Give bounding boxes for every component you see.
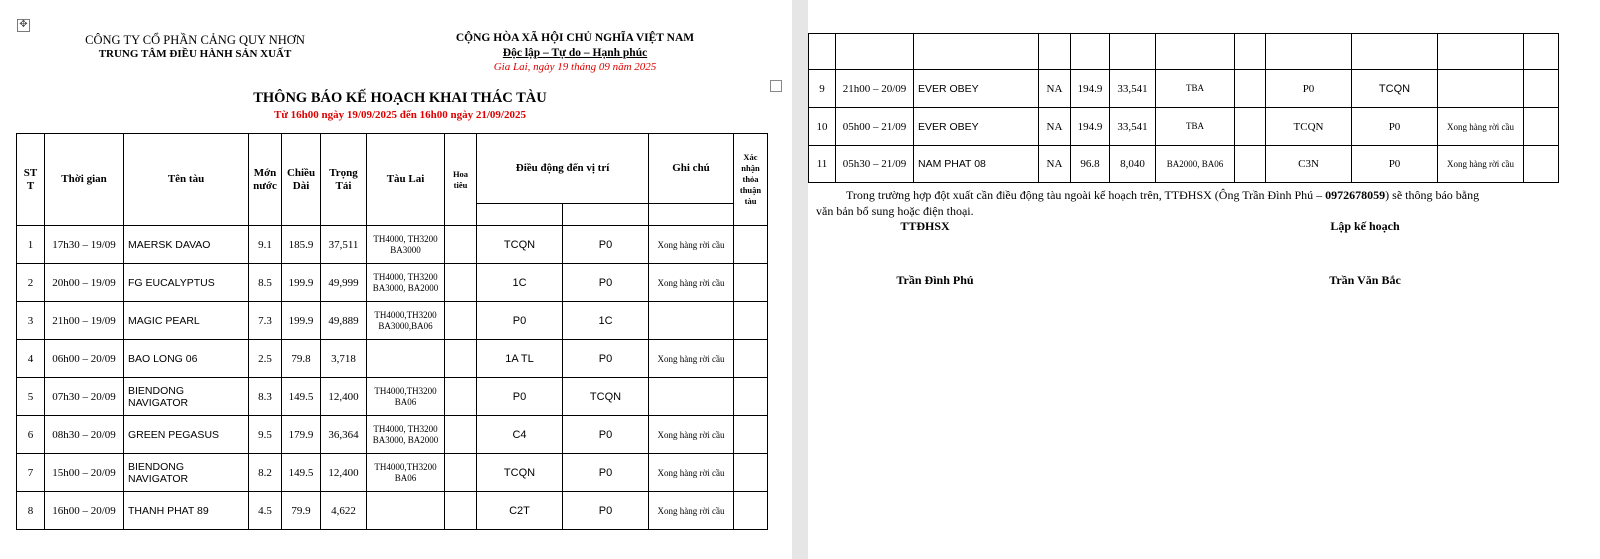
cell-from: C3N xyxy=(1266,146,1352,183)
footnote-paragraph xyxy=(816,187,1546,219)
cell-tonnage: 37,511 xyxy=(321,226,367,264)
cell-to: P0 xyxy=(563,264,649,302)
cell-confirm xyxy=(734,226,768,264)
cell-length: 149.5 xyxy=(282,454,321,492)
signature-left-name: Trần Đình Phú xyxy=(896,273,974,287)
document-title-block xyxy=(0,89,792,122)
cell-time: 15h00 – 20/09 xyxy=(45,454,124,492)
national-header xyxy=(440,31,710,74)
cell-stt: 4 xyxy=(17,340,45,378)
table-row xyxy=(17,264,768,302)
cell-tonnage: 33,541 xyxy=(1110,108,1156,146)
col-length: Chiều Dài xyxy=(282,134,321,226)
cell-time: 21h00 – 19/09 xyxy=(45,302,124,340)
cell-to: 1C xyxy=(563,302,649,340)
col-stt: ST T xyxy=(17,134,45,226)
cell-length: 194.9 xyxy=(1071,70,1110,108)
table-header-row xyxy=(17,134,768,204)
cell-length: 179.9 xyxy=(282,416,321,454)
cell-note: Xong hàng rời cầu xyxy=(649,226,734,264)
cell-pilot xyxy=(445,226,477,264)
cell-time: 08h30 – 20/09 xyxy=(45,416,124,454)
cell-vessel: BIENDONG NAVIGATOR xyxy=(124,378,249,416)
cell-tonnage: 4,622 xyxy=(321,492,367,530)
cell-note xyxy=(649,302,734,340)
cell-confirm xyxy=(734,302,768,340)
cell-vessel: THANH PHAT 89 xyxy=(124,492,249,530)
cell-tonnage: 3,718 xyxy=(321,340,367,378)
table-row xyxy=(17,492,768,530)
cell-stt: 7 xyxy=(17,454,45,492)
cell-to: P0 xyxy=(563,226,649,264)
cell-tug: TBA xyxy=(1156,70,1235,108)
cell-draft: 4.5 xyxy=(249,492,282,530)
cell-tonnage: 36,364 xyxy=(321,416,367,454)
cell-to: TCQN xyxy=(1352,70,1438,108)
company-header xyxy=(60,32,330,61)
cell-from: C2T xyxy=(477,492,563,530)
cell-confirm xyxy=(734,378,768,416)
col-pilot: Hoa tiêu xyxy=(445,134,477,226)
cell-note: Xong hàng rời cầu xyxy=(649,340,734,378)
cell-vessel: BIENDONG NAVIGATOR xyxy=(124,454,249,492)
cell-pilot xyxy=(445,454,477,492)
nation-motto: Độc lập – Tự do – Hạnh phúc xyxy=(502,47,648,59)
cell-to: TCQN xyxy=(563,378,649,416)
cell-to: P0 xyxy=(563,416,649,454)
document-title: THÔNG BÁO KẾ HOẠCH KHAI THÁC TÀU xyxy=(253,90,547,106)
col-shift-from xyxy=(477,204,563,226)
cell-to: P0 xyxy=(563,492,649,530)
cell-tonnage: 49,889 xyxy=(321,302,367,340)
cell-length: 199.9 xyxy=(282,302,321,340)
cell-stt: 11 xyxy=(809,146,836,183)
cell-tug: BA2000, BA06 xyxy=(1156,146,1235,183)
cell-time: 06h00 – 20/09 xyxy=(45,340,124,378)
cell-vessel: MAERSK DAVAO xyxy=(124,226,249,264)
cell-stt: 9 xyxy=(809,70,836,108)
cell-time: 07h30 – 20/09 xyxy=(45,378,124,416)
cell-note xyxy=(649,378,734,416)
cell-length: 79.8 xyxy=(282,340,321,378)
company-name: CÔNG TY CỔ PHẦN CẢNG QUY NHƠN xyxy=(85,33,305,47)
cell-length: 96.8 xyxy=(1071,146,1110,183)
cell-from: TCQN xyxy=(477,226,563,264)
cell-stt: 3 xyxy=(17,302,45,340)
col-note-sub xyxy=(649,204,734,226)
cell-note: Xong hàng rời cầu xyxy=(649,454,734,492)
col-tonnage: Trọng Tải xyxy=(321,134,367,226)
cell-draft: 8.3 xyxy=(249,378,282,416)
table-row xyxy=(17,416,768,454)
table-row xyxy=(17,302,768,340)
cell-note: Xong hàng rời cầu xyxy=(649,492,734,530)
cell-confirm xyxy=(734,264,768,302)
date-line: Gia Lai, ngày 19 tháng 09 năm 2025 xyxy=(493,61,657,73)
cell-from: P0 xyxy=(477,378,563,416)
cell-from: C4 xyxy=(477,416,563,454)
cell-tonnage: 12,400 xyxy=(321,454,367,492)
cell-note: Xong hàng rời cầu xyxy=(649,416,734,454)
cell-note: Xong hàng rời cầu xyxy=(1438,108,1524,146)
cell-draft: 7.3 xyxy=(249,302,282,340)
cell-draft: NA xyxy=(1039,146,1071,183)
cell-time: 16h00 – 20/09 xyxy=(45,492,124,530)
cell-from: P0 xyxy=(1266,70,1352,108)
signature-right-title: Lập kế hoạch xyxy=(1330,219,1400,233)
cell-tug: TH4000, TH3200 BA3000, BA2000 xyxy=(367,264,445,302)
cell-pilot xyxy=(445,378,477,416)
cell-pilot xyxy=(1235,146,1266,183)
cell-vessel: EVER OBEY xyxy=(914,70,1039,108)
col-note: Ghi chú xyxy=(649,134,734,204)
continued-header-row xyxy=(809,34,1559,70)
cell-tug: TBA xyxy=(1156,108,1235,146)
center-name: TRUNG TÂM ĐIỀU HÀNH SẢN XUẤT xyxy=(98,48,292,60)
cell-note: Xong hàng rời cầu xyxy=(649,264,734,302)
table-row xyxy=(809,108,1559,146)
footnote-phone: 0972678059 xyxy=(1325,188,1386,202)
cell-to: P0 xyxy=(563,454,649,492)
vessel-plan-table xyxy=(16,133,768,530)
cell-tug: TH4000, TH3200 BA3000 xyxy=(367,226,445,264)
cell-length: 194.9 xyxy=(1071,108,1110,146)
cell-tonnage: 33,541 xyxy=(1110,70,1156,108)
cell-confirm xyxy=(1524,146,1559,183)
cell-draft: 9.1 xyxy=(249,226,282,264)
cell-tug: TH4000,TH3200 BA06 xyxy=(367,378,445,416)
cell-from: TCQN xyxy=(477,454,563,492)
cell-stt: 1 xyxy=(17,226,45,264)
cell-draft: 8.2 xyxy=(249,454,282,492)
col-shift-to xyxy=(563,204,649,226)
cell-from: TCQN xyxy=(1266,108,1352,146)
cell-tug: TH4000, TH3200 BA3000, BA2000 xyxy=(367,416,445,454)
cell-to: P0 xyxy=(563,340,649,378)
cell-tonnage: 49,999 xyxy=(321,264,367,302)
cell-pilot xyxy=(1235,70,1266,108)
cell-draft: 9.5 xyxy=(249,416,282,454)
cell-pilot xyxy=(445,264,477,302)
cell-time: 21h00 – 20/09 xyxy=(836,70,914,108)
cell-vessel: FG EUCALYPTUS xyxy=(124,264,249,302)
signature-left-title: TTĐHSX xyxy=(900,219,950,233)
cell-draft: 2.5 xyxy=(249,340,282,378)
cell-length: 149.5 xyxy=(282,378,321,416)
table-row xyxy=(17,340,768,378)
cell-stt: 2 xyxy=(17,264,45,302)
cell-vessel: NAM PHAT 08 xyxy=(914,146,1039,183)
cell-tug: TH4000,TH3200 BA3000,BA06 xyxy=(367,302,445,340)
cell-confirm xyxy=(1524,108,1559,146)
table-row xyxy=(809,70,1559,108)
col-shift: Điều động đến vị trí xyxy=(477,134,649,204)
cell-to: P0 xyxy=(1352,108,1438,146)
cell-from: 1A TL xyxy=(477,340,563,378)
cell-note xyxy=(1438,70,1524,108)
cell-confirm xyxy=(734,340,768,378)
col-time: Thời gian xyxy=(45,134,124,226)
table-row xyxy=(17,378,768,416)
cell-length: 199.9 xyxy=(282,264,321,302)
col-vessel: Tên tàu xyxy=(124,134,249,226)
cell-length: 79.9 xyxy=(282,492,321,530)
table-row xyxy=(17,226,768,264)
cell-draft: 8.5 xyxy=(249,264,282,302)
cell-tug xyxy=(367,492,445,530)
cell-vessel: MAGIC PEARL xyxy=(124,302,249,340)
col-draft: Mớn nước xyxy=(249,134,282,226)
cell-pilot xyxy=(445,492,477,530)
cell-time: 05h00 – 21/09 xyxy=(836,108,914,146)
cell-to: P0 xyxy=(1352,146,1438,183)
cell-vessel: GREEN PEGASUS xyxy=(124,416,249,454)
cell-draft: NA xyxy=(1039,70,1071,108)
footnote-text-post: ) sẽ thông báo bằng xyxy=(1385,188,1480,202)
table-move-handle-icon[interactable]: ✥ xyxy=(17,19,30,32)
document-subtitle: Từ 16h00 ngày 19/09/2025 đến 16h00 ngày 21/09/2025 xyxy=(273,109,526,121)
cell-stt: 5 xyxy=(17,378,45,416)
cell-pilot xyxy=(445,340,477,378)
footnote-text-pre: Trong trường hợp đột xuất cần điều động tàu ngoài kế hoạch trên, TTĐHSX (Ông Trần Đình Phú – xyxy=(846,188,1326,202)
cell-draft: NA xyxy=(1039,108,1071,146)
col-confirm: Xác nhận thỏa thuận tàu xyxy=(734,134,768,226)
cell-time: 20h00 – 19/09 xyxy=(45,264,124,302)
vessel-plan-table-continued xyxy=(808,33,1559,183)
table-row xyxy=(17,454,768,492)
cell-stt: 8 xyxy=(17,492,45,530)
cell-pilot xyxy=(445,416,477,454)
cell-time: 17h30 – 19/09 xyxy=(45,226,124,264)
cell-length: 185.9 xyxy=(282,226,321,264)
cell-vessel: BAO LONG 06 xyxy=(124,340,249,378)
cell-confirm xyxy=(1524,70,1559,108)
cell-tonnage: 12,400 xyxy=(321,378,367,416)
cell-note: Xong hàng rời cầu xyxy=(1438,146,1524,183)
signature-right-name: Trần Văn Bắc xyxy=(1329,273,1401,287)
cell-stt: 10 xyxy=(809,108,836,146)
cell-from: 1C xyxy=(477,264,563,302)
table-row xyxy=(809,146,1559,183)
cell-tug xyxy=(367,340,445,378)
cell-time: 05h30 – 21/09 xyxy=(836,146,914,183)
cell-tonnage: 8,040 xyxy=(1110,146,1156,183)
cell-stt: 6 xyxy=(17,416,45,454)
cell-confirm xyxy=(734,416,768,454)
cell-vessel: EVER OBEY xyxy=(914,108,1039,146)
cell-from: P0 xyxy=(477,302,563,340)
cell-tug: TH4000,TH3200 BA06 xyxy=(367,454,445,492)
cell-confirm xyxy=(734,492,768,530)
cell-confirm xyxy=(734,454,768,492)
nation-name: CỘNG HÒA XÃ HỘI CHỦ NGHĨA VIỆT NAM xyxy=(455,32,695,44)
col-tug: Tàu Lai xyxy=(367,134,445,226)
footnote-line2: văn bản bổ sung hoặc điện thoại. xyxy=(816,204,974,218)
cell-pilot xyxy=(445,302,477,340)
cell-pilot xyxy=(1235,108,1266,146)
document-page-1 xyxy=(0,0,792,559)
